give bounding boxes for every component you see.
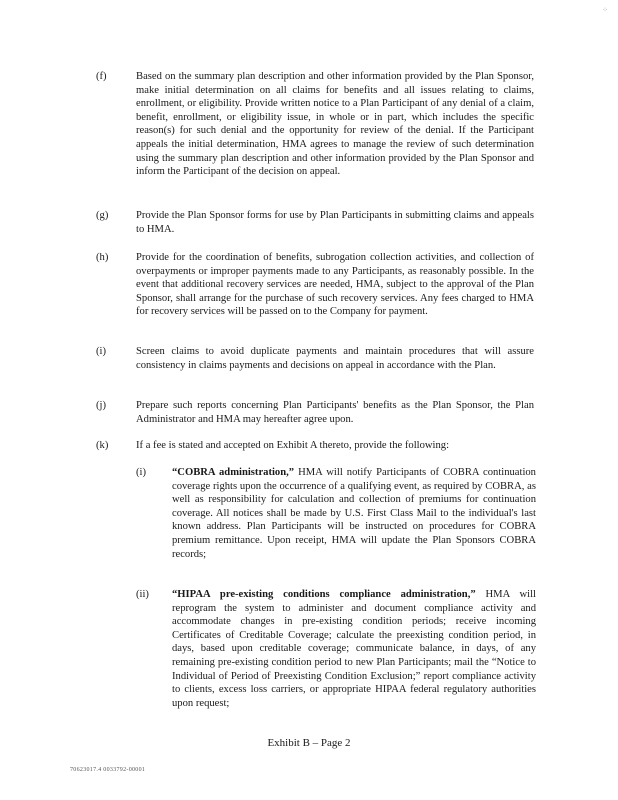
sub-item-label: (i) — [136, 467, 146, 478]
item-label: (j) — [96, 400, 106, 411]
item-text: Provide for the coordination of benefits, subrogation collection activities, and collection of overpayments or improper payments made to any Participants, as reasonably possible. In the event that additional recovery services are needed, HMA, subject to the approval of the Plan Sponsor, shall arrange for the purchase of such recovery services. Any fees charged to HMA for recovery services will be passed on to the Company for payment. — [136, 252, 534, 318]
item-text: If a fee is stated and accepted on Exhibit A thereto, provide the following: — [136, 440, 450, 451]
sub-item-body: HMA will notify Participants of COBRA continuation coverage rights upon the occurrence of a qualifying event, as required by COBRA, as well as responsibility for calculation and collection of premiums for continuation coverage. All notices shall be made by U.S. First Class Mail to the individual's last known address. Plan Participants will be instructed on procedures for COBRA premium remittance. Upon receipt, HMA will update the Plan Sponsors COBRA records; — [172, 467, 536, 560]
sub-item-heading: “COBRA administration,” — [172, 467, 295, 478]
sub-item-text — [172, 466, 536, 561]
sub-item-body: HMA will reprogram the system to administer and document compliance activity and accommodate changes in pre-existing condition periods; receive incoming Certificates of Creditable Coverage; calculate the preexisting condition period, in days, based upon creditable coverage; communicate balance, in days, of any remaining pre-existing condition period to new Plan Participants; mail the “Notice to Individual of Period of Preexisting Condition Exclusion;” report compliance activity to clients, excess loss carriers, or appropriate HIPAA federal regulatory authorities upon request; — [172, 589, 536, 709]
corner-mark: ⁘ — [602, 6, 608, 14]
item-label: (g) — [96, 210, 109, 221]
item-text: Based on the summary plan description and other information provided by the Plan Sponsor, make initial determination on all claims for benefits and all issues relating to claims, enrollment, or eligibility. Provide written notice to a Plan Participant of any denial of a claim, benefit, enrollment, or eligibility issue, in whole or in part, which includes the specific reason(s) for such denial and the opportunity for review of the denial. If the Participant appeals the initial determination, HMA agrees to manage the review of such determination using the summary plan description and other information provided by the Plan Sponsor and inform the Participant of the decision on appeal. — [136, 71, 534, 178]
item-label: (k) — [96, 440, 109, 451]
sub-item-label: (ii) — [136, 589, 149, 600]
sub-item-text — [172, 588, 536, 710]
item-label: (h) — [96, 252, 109, 263]
item-text: Screen claims to avoid duplicate payments and maintain procedures that will assure consistency in claims payments and decisions on appeal in accordance with the Plan. — [136, 346, 534, 371]
document-id: 70623017.4 0033792-00001 — [70, 767, 146, 773]
page-footer: Exhibit B – Page 2 — [267, 737, 351, 749]
item-label: (f) — [96, 71, 107, 82]
item-text: Provide the Plan Sponsor forms for use by Plan Participants in submitting claims and appeals to HMA. — [136, 210, 534, 235]
sub-item-heading: “HIPAA pre-existing conditions compliance administration,” — [172, 589, 476, 600]
item-label: (i) — [96, 346, 106, 357]
item-text: Prepare such reports concerning Plan Participants' benefits as the Plan Sponsor, the Plan Administrator and HMA may hereafter agree upon. — [136, 400, 534, 425]
